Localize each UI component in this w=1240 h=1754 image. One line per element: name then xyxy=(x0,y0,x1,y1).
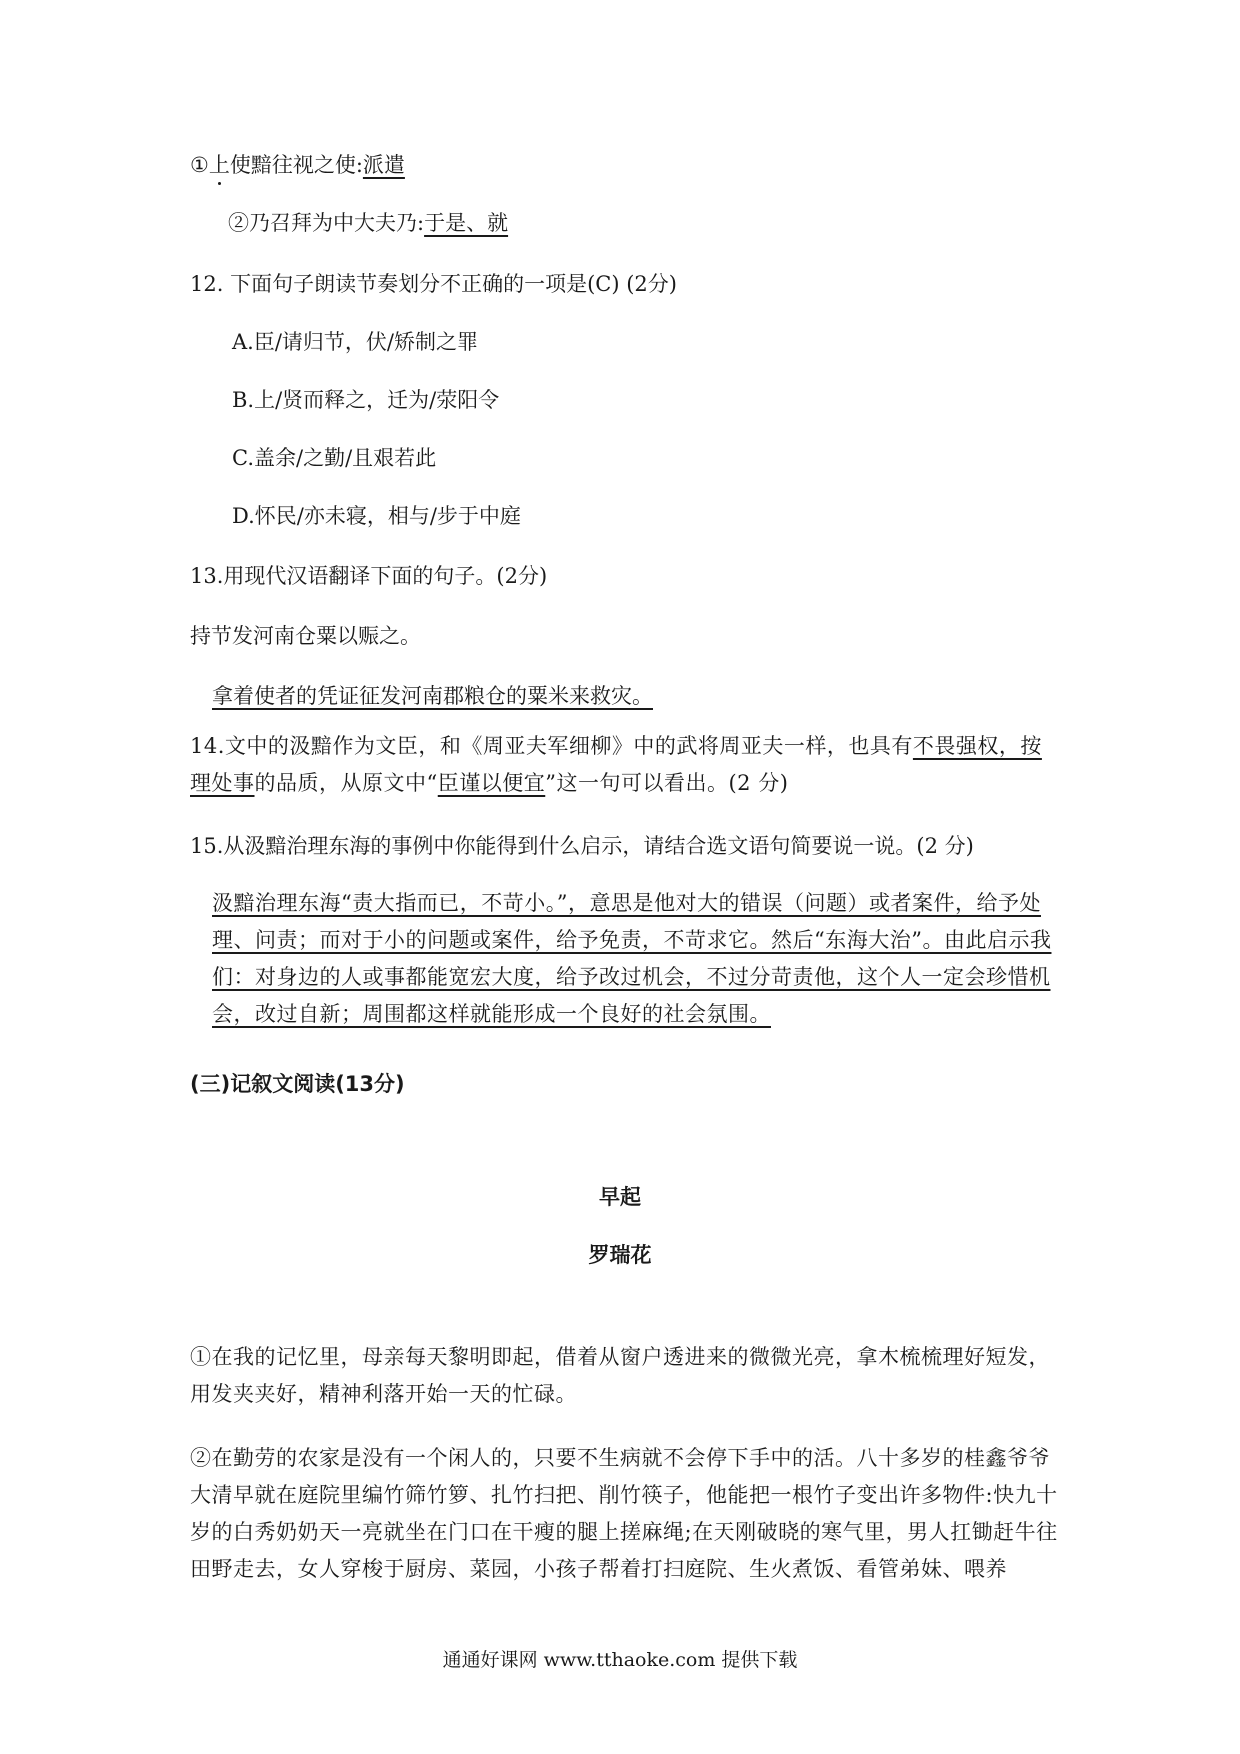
q11-item1-answer: 派遣 xyxy=(362,153,405,177)
article-title: 早起 xyxy=(599,1185,641,1209)
q14-text-b: 的品质，从原文中“ xyxy=(254,771,438,795)
q15-question: 15.从汲黯治理东海的事例中你能得到什么启示，请结合选文语句简要说一说。(2 分) xyxy=(190,834,974,858)
q12-question: 12. 下面句子朗读节奏划分不正确的一项是(C) (2分) xyxy=(190,272,677,296)
q11-item2-text: ②乃召拜为中大夫乃: xyxy=(228,211,425,235)
q11-item2-answer: 于是、就 xyxy=(424,211,509,235)
q14-answer1-a: 不畏强权，按 xyxy=(912,734,1042,758)
q11-item2 xyxy=(228,208,508,238)
q11-item1-num: ① xyxy=(190,153,209,177)
q14-text-a: 14.文中的汲黯作为文臣，和《周亚夫军细柳》中的武将周亚夫一样，也具有 xyxy=(190,734,913,758)
q12-option-a: A.臣/请归节，伏/矫制之罪 xyxy=(232,330,478,354)
q12-option-b: B.上/贤而释之，迁为/荥阳令 xyxy=(232,388,500,412)
q13-sentence: 持节发河南仓粟以赈之。 xyxy=(190,624,421,648)
q11-item1-text: 使黯往视之使: xyxy=(229,153,363,177)
article-paragraph-1: ①在我的记忆里，母亲每天黎明即起，借着从窗户透进来的微微光亮，拿木梳梳理好短发，用发夹夹好，精神利落开始一天的忙碌。 xyxy=(190,1345,1050,1406)
q13-question: 13.用现代汉语翻译下面的句子。(2分) xyxy=(190,564,548,588)
article-paragraph-2: ②在勤劳的农家是没有一个闲人的，只要不生病就不会停下手中的活。八十多岁的桂鑫爷爷大清早就在庭院里编竹筛竹箩、扎竹扫把、削竹筷子，他能把一根竹子变出许多物件:快九十岁的白秀奶奶天一亮就坐在门口在干瘦的腿上搓麻绳;在天刚破晓的寒气里，男人扛锄赶牛往田野走去，女人穿梭于厨房、菜园，小孩子帮着打扫庭院、生火煮饭、看管弟妹、喂养 xyxy=(190,1446,1058,1581)
article-author: 罗瑞花 xyxy=(588,1243,652,1267)
q14-text-c: ”这一句可以看出。(2 分) xyxy=(545,771,789,795)
section3-heading: (三)记叙文阅读(13分) xyxy=(190,1072,405,1096)
q14-block xyxy=(190,728,1060,802)
q15-answer-block xyxy=(212,885,1060,1033)
q12-option-c: C.盖余/之勤/且艰若此 xyxy=(232,446,437,470)
q12-option-d: D.怀民/亦未寝，相与/步于中庭 xyxy=(232,504,521,528)
q15-answer: 汲黯治理东海“责大指而已，不苛小。”，意思是他对大的错误（问题）或者案件，给予处理、问责；而对于小的问题或案件，给予免责，不苛求它。然后“东海大治”。由此启示我们：对身边的人或事都能宽宏大度，给予改过机会，不过分苛责他，这个人一定会珍惜机会，改过自新；周围都这样就能形成一个良好的社会氛围。 xyxy=(212,891,1052,1026)
q13-answer: 拿着使者的凭证征发河南郡粮仓的粟米来救灾。 xyxy=(212,684,653,708)
q11-item1-dotted-char: 上 xyxy=(209,150,230,180)
q11-item1 xyxy=(190,150,405,180)
q14-answer1-b: 理处事 xyxy=(190,771,255,795)
q14-answer2: 臣谨以便宜 xyxy=(437,771,546,795)
footer-watermark: 通通好课网 www.tthaoke.com 提供下载 xyxy=(442,1649,798,1671)
